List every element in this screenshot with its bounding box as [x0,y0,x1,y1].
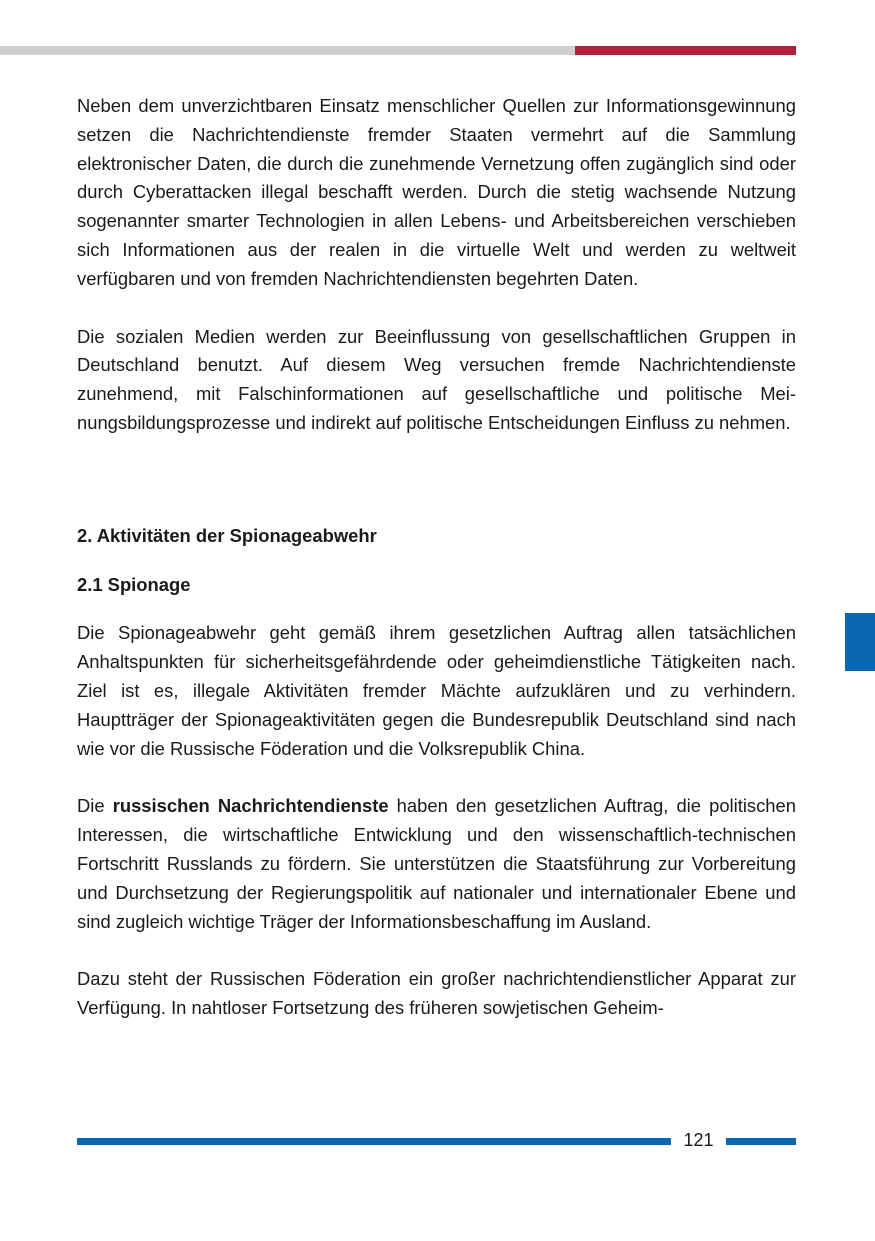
footer-rule-left [77,1138,671,1145]
section-heading: 2. Aktivitäten der Spionageabwehr [77,524,377,546]
footer-rule-right [726,1138,796,1145]
header-rule-grey [0,46,575,55]
chapter-tab-marker [845,613,875,671]
paragraph-electronic-data: Neben dem unverzichtbaren Einsatz menschlicher Quellen zur Informationsgewinnung setzen die Nachrichtendienste fremder Staaten vermehrt auf die Sammlung elektronischer Daten, die durch die zunehmende Vernetzung offen zugänglich sind oder durch Cyberattacken illegal beschafft werden. Durch die stetig wachsende Nutzung sogenannter smarter Technologien in allen Lebens- und Arbeitsbereichen verschieben sich Informationen aus der realen in die virtuelle Welt und werden zu weltweit verfügbaren und von fremden Nachrichtendiensten begehrten Daten. [77,95,796,289]
paragraph-russian-services [77,792,796,936]
page-number: 121 [683,1130,714,1150]
paragraph-social-media: Die sozialen Medien werden zur Beeinflussung von gesellschaftlichen Gruppen in Deutschland benutzt. Auf diesem Weg versuchen fremde Nachrichtendienste zunehmend, mit Falschinformationen auf gesellschaftliche und politische Meinungsbildungsprozesse und indirekt auf politische Entscheidungen Einfluss zu nehmen. [77,325,796,433]
paragraph-counterintelligence: Die Spionageabwehr geht gemäß ihrem gesetzlichen Auftrag allen tatsächlichen Anhaltspunkten für sicherheitsgefährdende oder geheimdienstliche Tätigkeiten nach. Ziel ist es, illegale Aktivitäten fremder Mächte aufzuklären und zu verhindern. Hauptträger der Spionageaktivitäten gegen die Bundesrepublik Deutschland sind nach wie vor die Russische Föderation und die Volksrepublik China. [77,622,796,759]
header-rule-red [575,46,796,55]
page-content [77,92,796,1023]
p4-start: Die [77,795,113,817]
subsection-heading: 2.1 Spionage [77,573,191,595]
paragraph-apparatus: Dazu steht der Russischen Föderation ein großer nachrichtendienstlicher Apparat zur Verfügung. In nahtloser Fortsetzung des früheren sowjetischen Geheim- [77,968,796,1019]
p4-rest: haben den gesetzlichen Auftrag, die politischen Interessen, die wirtschaftliche Entwicklung und den wissenschaftlich-technischen Fortschritt Russlands zu fördern. Sie unterstützen die Staatsführung zur Vorbereitung und Durchsetzung der Regierungspolitik auf nationaler und internationaler Ebene und sind zugleich wichtige Träger der Informationsbeschaffung im Ausland. [77,795,796,932]
p4-bold-term: russischen Nachrichtendienste [112,795,389,817]
